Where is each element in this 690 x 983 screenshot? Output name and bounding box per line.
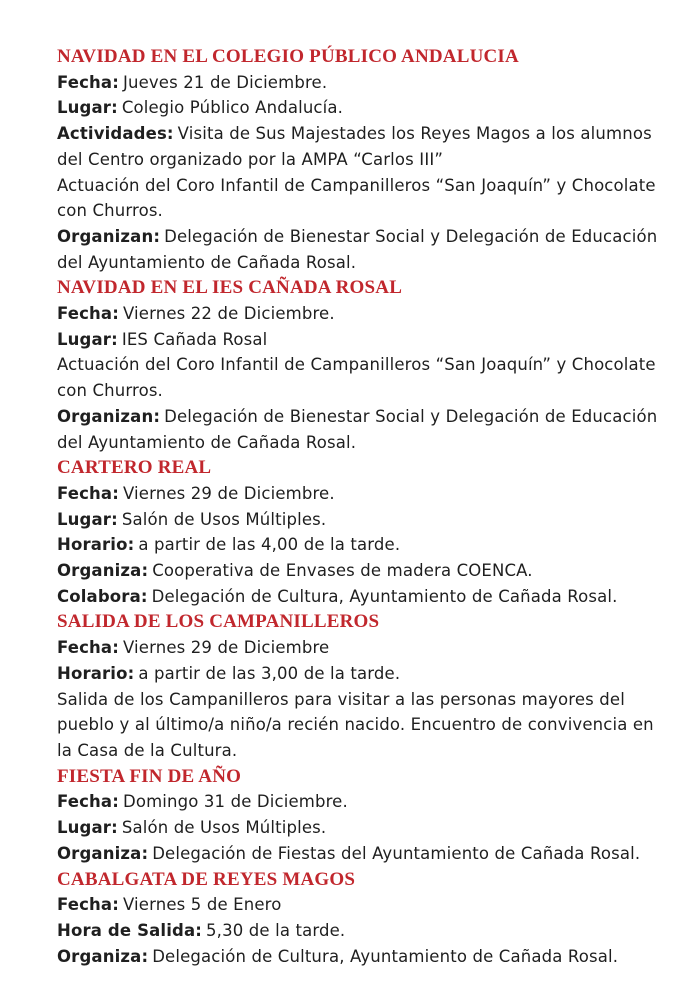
event-line [57, 532, 670, 558]
event-title: CARTERO REAL [57, 457, 212, 479]
field-value: Delegación de Bienestar Social y Delegación de Educación del Ayuntamiento de Cañada Rosal. [57, 226, 658, 272]
event-section-navidad-ies [57, 275, 670, 455]
field-label: Horario: [57, 535, 135, 555]
event-line [57, 327, 670, 353]
field-value: Salida de los Campanilleros para visitar a las personas mayores del pueblo y al último/a niño/a recién nacido. Encuentro de convivencia en la Casa de la Cultura. [57, 689, 654, 760]
event-section-cabalgata-reyes [57, 867, 670, 970]
field-value: 5,30 de la tarde. [206, 920, 346, 940]
field-value: Viernes 29 de Diciembre. [122, 483, 335, 503]
field-label: Organizan: [57, 226, 161, 246]
field-value: a partir de las 3,00 de la tarde. [138, 663, 401, 683]
event-title: SALIDA DE LOS CAMPANILLEROS [57, 611, 380, 633]
field-value: Delegación de Cultura, Ayuntamiento de Cañada Rosal. [151, 586, 618, 606]
event-title: CABALGATA DE REYES MAGOS [57, 868, 356, 890]
event-line [57, 558, 670, 584]
event-line [57, 70, 670, 96]
event-title: NAVIDAD EN EL IES CAÑADA ROSAL [57, 277, 403, 299]
field-label: Fecha: [57, 895, 119, 915]
event-line [57, 815, 670, 841]
field-label: Lugar: [57, 818, 118, 838]
event-title: NAVIDAD EN EL COLEGIO PÚBLICO ANDALUCIA [57, 46, 519, 67]
field-label: Organiza: [57, 946, 149, 966]
event-line [57, 789, 670, 815]
field-value: IES Cañada Rosal [121, 329, 268, 349]
event-line [57, 224, 670, 275]
field-label: Fecha: [57, 483, 119, 503]
field-value: Salón de Usos Múltiples. [121, 818, 327, 838]
field-label: Fecha: [57, 304, 119, 324]
field-value: Colegio Público Andalucía. [121, 98, 344, 118]
field-label: Lugar: [57, 329, 118, 349]
field-value: a partir de las 4,00 de la tarde. [138, 535, 401, 555]
event-line [57, 918, 670, 944]
field-value: Domingo 31 de Diciembre. [122, 792, 348, 812]
event-section-salida-campanilleros [57, 609, 670, 763]
event-line [57, 635, 670, 661]
field-label: Hora de Salida: [57, 920, 203, 940]
event-line [57, 687, 670, 764]
event-line [57, 661, 670, 687]
event-section-fiesta-fin-de-ano [57, 764, 670, 867]
field-label: Lugar: [57, 509, 118, 529]
field-label: Horario: [57, 663, 135, 683]
field-label: Organiza: [57, 561, 149, 581]
event-section-navidad-colegio [57, 44, 670, 275]
field-value: Actuación del Coro Infantil de Campanilleros “San Joaquín” y Chocolate con Churros. [57, 355, 656, 401]
field-value: Viernes 22 de Diciembre. [122, 304, 335, 324]
field-label: Lugar: [57, 98, 118, 118]
field-value: Viernes 5 de Enero [122, 895, 282, 915]
field-value: Salón de Usos Múltiples. [121, 509, 327, 529]
field-label: Organiza: [57, 843, 149, 863]
field-value: Viernes 29 de Diciembre [122, 638, 330, 658]
field-value: Cooperativa de Envases de madera COENCA. [152, 561, 533, 581]
field-value: Actuación del Coro Infantil de Campanilleros “San Joaquín” y Chocolate con Churros. [57, 175, 656, 221]
event-line [57, 944, 670, 970]
event-line [57, 95, 670, 121]
field-value: Delegación de Fiestas del Ayuntamiento de Cañada Rosal. [152, 843, 641, 863]
event-line [57, 507, 670, 533]
event-line [57, 892, 670, 918]
event-line [57, 841, 670, 867]
event-line [57, 301, 670, 327]
event-line [57, 121, 670, 172]
event-line [57, 584, 670, 610]
field-label: Fecha: [57, 638, 119, 658]
field-label: Fecha: [57, 792, 119, 812]
event-line [57, 352, 670, 403]
field-value: Delegación de Cultura, Ayuntamiento de Cañada Rosal. [152, 946, 619, 966]
field-value: Visita de Sus Majestades los Reyes Magos a los alumnos del Centro organizado por la AMPA “Carlos III” [57, 124, 652, 169]
event-title: FIESTA FIN DE AÑO [57, 765, 242, 787]
field-label: Organizan: [57, 406, 161, 426]
field-label: Colabora: [57, 586, 148, 606]
event-line [57, 481, 670, 507]
field-label: Actividades: [57, 124, 174, 144]
event-line [57, 173, 670, 224]
field-value: Jueves 21 de Diciembre. [122, 72, 328, 92]
field-label: Fecha: [57, 72, 119, 92]
field-value: Delegación de Bienestar Social y Delegación de Educación del Ayuntamiento de Cañada Rosal. [57, 406, 658, 452]
event-section-cartero-real [57, 455, 670, 609]
event-line [57, 404, 670, 455]
